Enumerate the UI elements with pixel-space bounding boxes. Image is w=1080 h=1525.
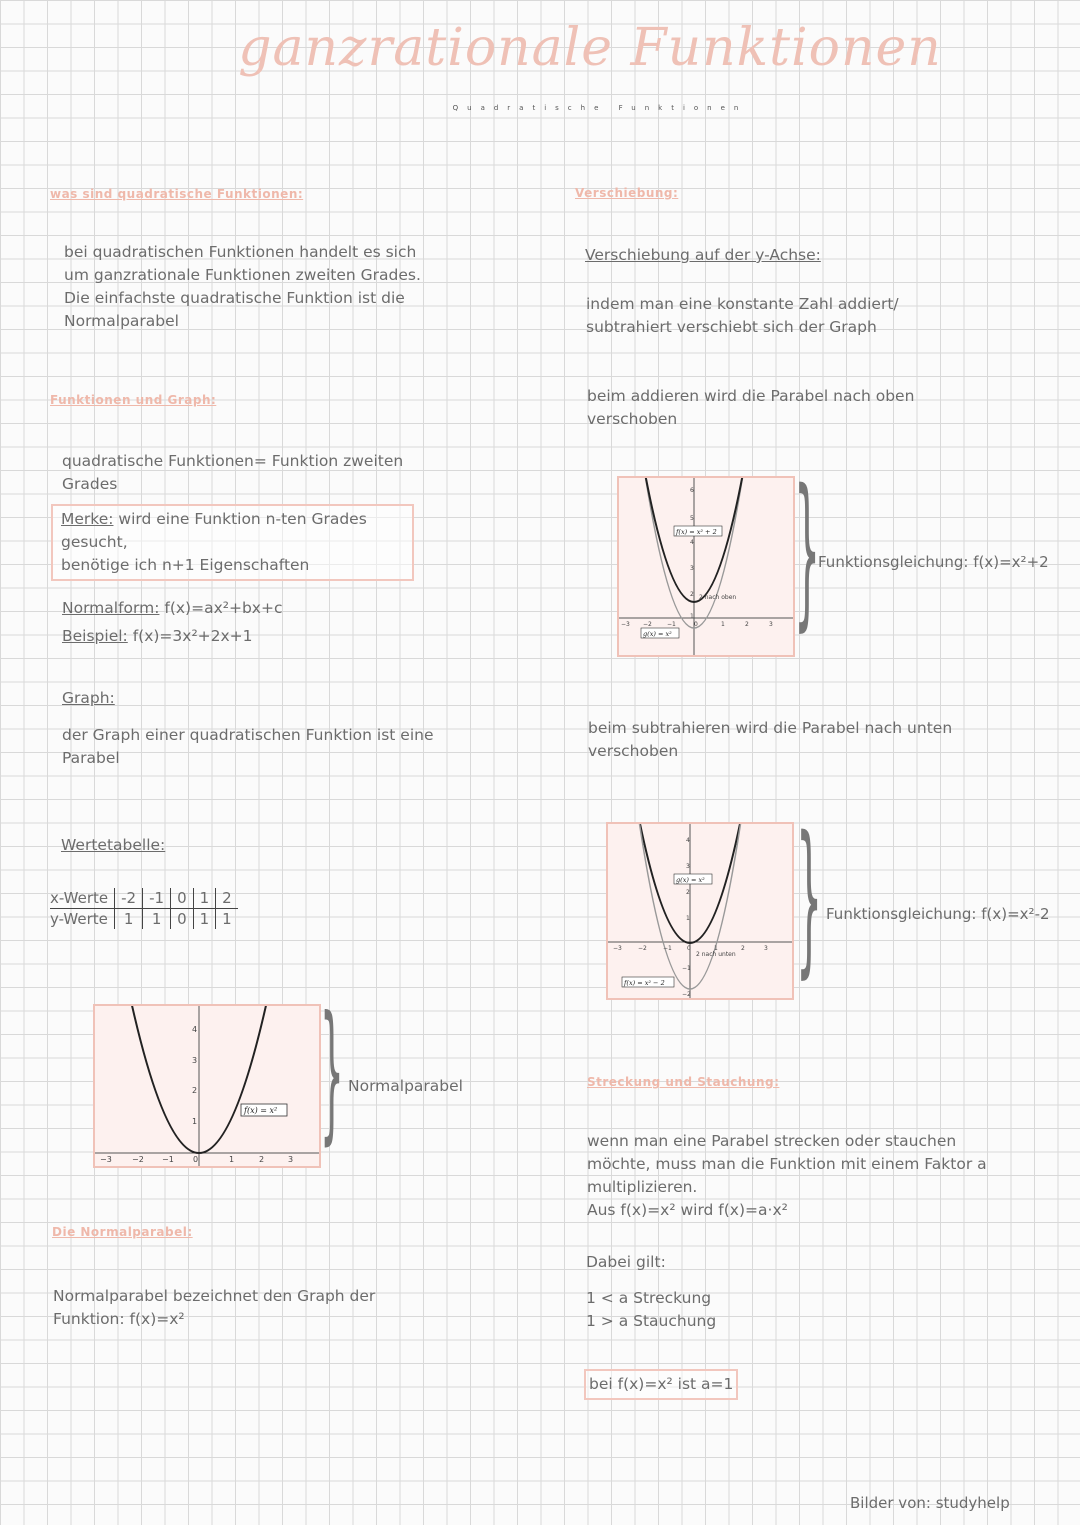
svg-text:1: 1	[721, 621, 725, 628]
stretch-text: wenn man eine Parabel strecken oder stauchen möchte, muss man die Funktion mit einem Faktor a multiplizieren. Aus f(x)=x² wird f(x)=a·x²	[587, 1132, 987, 1219]
graph3-caption: Funktionsgleichung: f(x)=x²-2	[826, 905, 1050, 923]
graph-shift-down-svg	[608, 824, 792, 998]
graph2-label-g: g(x) = x²	[643, 630, 672, 638]
table-cell: 1	[193, 909, 216, 930]
wertetabelle-label: Wertetabelle:	[61, 836, 166, 854]
svg-text:−3: −3	[100, 1155, 112, 1164]
svg-text:3: 3	[769, 621, 773, 628]
svg-text:1: 1	[714, 945, 718, 952]
heading-shift: Verschiebung:	[575, 186, 679, 200]
svg-text:−1: −1	[682, 965, 691, 972]
svg-text:−2: −2	[643, 621, 652, 628]
brace-shift-up: }	[794, 454, 821, 646]
merke-text: wird eine Funktion n-ten Grades gesucht, benötige ich n+1 Eigenschaften	[61, 510, 367, 574]
a-box: bei f(x)=x² ist a=1	[584, 1369, 738, 1400]
svg-text:1: 1	[229, 1155, 235, 1164]
svg-text:3: 3	[192, 1056, 198, 1065]
svg-text:3: 3	[686, 863, 690, 870]
graph2-note: 2 nach oben	[699, 594, 737, 601]
graph1-caption: Normalparabel	[348, 1077, 463, 1095]
graph3-label-f: f(x) = x² − 2	[624, 979, 665, 987]
svg-text:3: 3	[764, 945, 768, 952]
svg-text:0: 0	[687, 945, 691, 952]
graph-normalparabel	[93, 1004, 321, 1168]
sub-text: beim subtrahieren wird die Parabel nach unten verschoben	[588, 719, 953, 760]
graph3-label-g: g(x) = x²	[676, 876, 705, 884]
fg-text: quadratische Funktionen= Funktion zweiten Grades	[62, 452, 404, 493]
table-cell: 1	[222, 910, 232, 928]
rule-stauchung: 1 > a Stauchung	[586, 1312, 717, 1330]
svg-text:6: 6	[690, 487, 694, 494]
what-text: bei quadratischen Funktionen handelt es sich um ganzrationale Funktionen zweiten Grades. Die einfachste quadratische Funktion ist die Normalparabel	[64, 243, 421, 330]
table-y-label: y-Werte	[50, 909, 115, 930]
normalform-value: f(x)=ax²+bx+c	[159, 599, 283, 617]
table-cell: 0	[171, 888, 194, 909]
svg-text:−1: −1	[667, 621, 676, 628]
np-text: Normalparabel bezeichnet den Graph der Funktion: f(x)=x²	[53, 1287, 376, 1328]
svg-text:3: 3	[690, 565, 694, 572]
svg-text:2: 2	[259, 1155, 265, 1164]
value-table	[50, 888, 238, 929]
svg-text:1: 1	[192, 1117, 198, 1126]
svg-text:−2: −2	[638, 945, 647, 952]
y-shift-text: indem man eine konstante Zahl addiert/ subtrahiert verschiebt sich der Graph	[586, 295, 899, 336]
graph1-label: f(x) = x²	[244, 1106, 278, 1115]
svg-text:−3: −3	[613, 945, 622, 952]
svg-text:2: 2	[192, 1086, 198, 1095]
table-cell: 0	[171, 909, 194, 930]
table-row	[50, 909, 238, 930]
svg-text:1: 1	[690, 613, 694, 620]
merke-label: Merke:	[61, 510, 114, 528]
svg-text:−2: −2	[132, 1155, 144, 1164]
svg-text:5: 5	[690, 515, 694, 522]
table-cell: 1	[193, 888, 216, 909]
normalform-line	[62, 597, 282, 620]
beispiel-label: Beispiel:	[62, 627, 128, 645]
normalform-label: Normalform:	[62, 599, 160, 617]
svg-text:4: 4	[690, 539, 694, 546]
heading-functions-graph: Funktionen und Graph:	[50, 393, 217, 407]
table-cell: 1	[115, 909, 143, 930]
beispiel-value: f(x)=3x²+2x+1	[127, 627, 253, 645]
footer-credit: Bilder von: studyhelp	[850, 1494, 1010, 1512]
svg-text:3: 3	[288, 1155, 294, 1164]
svg-text:1: 1	[686, 915, 690, 922]
y-shift-heading: Verschiebung auf der y-Achse:	[585, 246, 821, 264]
rule-streckung: 1 < a Streckung	[586, 1289, 712, 1307]
svg-text:2: 2	[690, 591, 694, 598]
table-cell: -1	[143, 888, 171, 909]
svg-text:−1: −1	[663, 945, 672, 952]
graph-shift-up-svg	[619, 478, 793, 655]
svg-text:−3: −3	[621, 621, 630, 628]
add-text: beim addieren wird die Parabel nach oben verschoben	[587, 387, 915, 428]
graph-shift-up	[617, 476, 795, 657]
graph3-note: 2 nach unten	[696, 951, 736, 958]
brace-normalparabel: }	[320, 985, 344, 1159]
graph-shift-down	[606, 822, 794, 1000]
heading-stretch: Streckung und Stauchung:	[587, 1075, 780, 1089]
brace-shift-down: }	[796, 801, 823, 993]
table-row	[50, 888, 238, 909]
graph2-label-f: f(x) = x² + 2	[676, 528, 717, 536]
table-x-label: x-Werte	[50, 888, 115, 909]
page-subtitle: Quadratische Funktionen	[452, 104, 748, 112]
table-cell: 2	[216, 888, 238, 909]
table-cell: 1	[143, 909, 171, 930]
heading-normalparabel: Die Normalparabel:	[52, 1225, 193, 1239]
svg-text:2: 2	[745, 621, 749, 628]
beispiel-line	[62, 625, 253, 648]
graph-normalparabel-svg	[95, 1006, 319, 1166]
svg-text:2: 2	[741, 945, 745, 952]
svg-text:4: 4	[192, 1025, 198, 1034]
merke-box	[51, 504, 414, 581]
svg-text:0: 0	[694, 621, 698, 628]
svg-text:−2: −2	[682, 991, 691, 998]
page-title: ganzrationale Funktionen	[238, 18, 942, 78]
heading-what: was sind quadratische Funktionen:	[50, 187, 304, 201]
table-cell: -2	[115, 888, 143, 909]
svg-text:2: 2	[686, 889, 690, 896]
dabei-text: Dabei gilt:	[586, 1253, 666, 1271]
graph-text: der Graph einer quadratischen Funktion ist eine Parabel	[62, 726, 434, 767]
graph2-caption: Funktionsgleichung: f(x)=x²+2	[818, 553, 1049, 571]
graph-label: Graph:	[62, 689, 115, 707]
svg-text:4: 4	[686, 837, 690, 844]
svg-text:−1: −1	[162, 1155, 174, 1164]
svg-text:0: 0	[193, 1155, 199, 1164]
